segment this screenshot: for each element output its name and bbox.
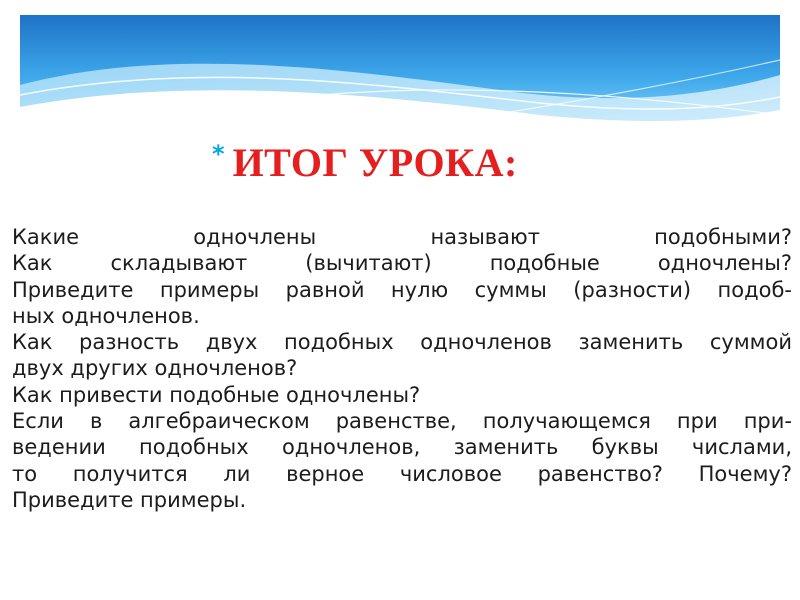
asterisk-bullet-icon: * (212, 140, 225, 168)
text-line: Приведите примеры равной нулю суммы (разности) подоб- (12, 277, 792, 302)
text-line: ных одночленов. (12, 303, 200, 328)
text-line: ведении подобных одночленов, заменить буквы числами, (12, 435, 792, 460)
wave-banner (20, 15, 780, 130)
text-line: двух других одночленов? (12, 356, 298, 381)
text-line: Какие одночлены называют подобными? (12, 225, 792, 249)
text-line: Как складывают (вычитают) подобные одночлены? (12, 251, 792, 276)
text-line: Приведите примеры. (12, 487, 247, 512)
text-line: Как привести подобные одночлены? (12, 382, 421, 407)
title-row (212, 137, 518, 187)
slide-title: ИТОГ УРОКА: (232, 139, 518, 185)
questions-text (12, 224, 792, 513)
text-line: Если в алгебраическом равенстве, получающемся при при- (12, 409, 792, 434)
text-line: Как разность двух подобных одночленов заменить суммой (12, 330, 792, 355)
text-line: то получится ли верное числовое равенство? Почему? (12, 461, 792, 486)
